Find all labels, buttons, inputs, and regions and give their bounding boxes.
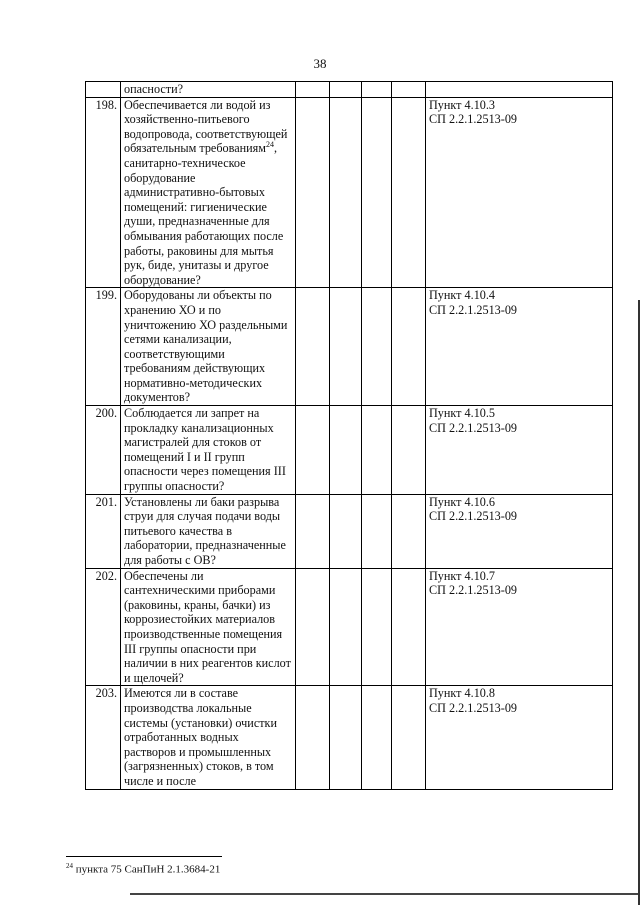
reference-point: Пункт 4.10.6	[429, 494, 496, 509]
reference-cell	[426, 82, 613, 98]
reference-cell	[426, 494, 613, 568]
question-cell: Установлены ли баки разрыва струи для случая подачи воды питьевого качества в лаборатории, предназначенные для работы с ОВ?	[121, 494, 296, 568]
answer-cell-no	[330, 82, 362, 98]
question-text: Обеспечивается ли водой из хозяйственно-питьевого водопровода, соответствующей обязательным требованиям	[124, 97, 288, 156]
footnote	[66, 862, 220, 876]
reference-document: СП 2.2.1.2513-09	[429, 700, 518, 715]
answer-cell-na	[362, 97, 392, 288]
answer-cell-no	[330, 406, 362, 495]
footnote-text: пункта 75 СанПиН 2.1.3684-21	[73, 863, 221, 876]
reference-document: СП 2.2.1.2513-09	[429, 509, 518, 524]
answer-cell-yes	[296, 288, 330, 406]
answer-cell-yes	[296, 82, 330, 98]
answer-cell-no	[330, 494, 362, 568]
scan-edge-bottom	[130, 893, 640, 895]
answer-cell-no	[330, 686, 362, 789]
reference-cell	[426, 568, 613, 686]
answer-cell-no	[330, 97, 362, 288]
row-number: 203.	[86, 686, 121, 789]
reference-point: Пункт 4.10.3	[429, 97, 496, 112]
table-row	[86, 568, 613, 686]
question-cell: Обеспечены ли сантехническими приборами (раковины, краны, бачки) из коррозиестойких материалов производственные помещения III группы опасности при наличии в них реагентов кислот и щелочей?	[121, 568, 296, 686]
reference-document: СП 2.2.1.2513-09	[429, 112, 518, 127]
checklist-table	[85, 81, 613, 790]
footnote-marker: 24	[66, 862, 73, 870]
footnote-marker: 24	[266, 140, 274, 150]
answer-cell-na	[362, 82, 392, 98]
row-number: 198.	[86, 97, 121, 288]
answer-cell-na	[362, 406, 392, 495]
answer-cell-na	[362, 686, 392, 789]
row-number: 202.	[86, 568, 121, 686]
answer-cell-note	[392, 97, 426, 288]
question-cell	[121, 97, 296, 288]
answer-cell-yes	[296, 494, 330, 568]
table-row	[86, 288, 613, 406]
reference-document: СП 2.2.1.2513-09	[429, 302, 518, 317]
reference-cell	[426, 686, 613, 789]
question-cell: Оборудованы ли объекты по хранению ХО и по уничтожению ХО раздельными сетями канализации, соответствующими требованиям действующих нормативно-методических документов?	[121, 288, 296, 406]
table-row	[86, 97, 613, 288]
footnote-divider	[66, 856, 222, 857]
page-number: 38	[313, 56, 327, 71]
reference-point: Пункт 4.10.5	[429, 406, 496, 421]
answer-cell-note	[392, 82, 426, 98]
answer-cell-note	[392, 288, 426, 406]
answer-cell-yes	[296, 568, 330, 686]
reference-point: Пункт 4.10.4	[429, 288, 496, 303]
question-cell: Соблюдается ли запрет на прокладку канализационных магистралей для стоков от помещений I и II групп опасности через помещения III группы опасности?	[121, 406, 296, 495]
row-number: 200.	[86, 406, 121, 495]
table-row	[86, 406, 613, 495]
reference-document: СП 2.2.1.2513-09	[429, 420, 518, 435]
question-cell: опасности?	[121, 82, 296, 98]
answer-cell-yes	[296, 97, 330, 288]
reference-cell	[426, 406, 613, 495]
answer-cell-note	[392, 494, 426, 568]
row-number: 201.	[86, 494, 121, 568]
reference-cell	[426, 97, 613, 288]
answer-cell-na	[362, 568, 392, 686]
question-text-continued: , санитарно-техническое оборудование административно-бытовых помещений: гигиенические души, предназначенные для обмывания работающих после работы, раковины для мытья рук, биде, унитазы и другое оборудование?	[124, 141, 284, 287]
answer-cell-note	[392, 568, 426, 686]
row-number-cell	[86, 82, 121, 98]
question-cell: Имеются ли в составе производства локальные системы (установки) очистки отработанных водных растворов и промышленных (загрязненных) стоков, в том числе и после	[121, 686, 296, 789]
table-row-continuation	[86, 82, 613, 98]
answer-cell-no	[330, 568, 362, 686]
table-row	[86, 494, 613, 568]
row-number: 199.	[86, 288, 121, 406]
table-row	[86, 686, 613, 789]
answer-cell-note	[392, 686, 426, 789]
reference-document: СП 2.2.1.2513-09	[429, 583, 518, 598]
answer-cell-no	[330, 288, 362, 406]
reference-point: Пункт 4.10.7	[429, 568, 496, 583]
answer-cell-na	[362, 494, 392, 568]
reference-cell	[426, 288, 613, 406]
answer-cell-na	[362, 288, 392, 406]
answer-cell-yes	[296, 406, 330, 495]
answer-cell-yes	[296, 686, 330, 789]
reference-point: Пункт 4.10.8	[429, 686, 496, 701]
answer-cell-note	[392, 406, 426, 495]
